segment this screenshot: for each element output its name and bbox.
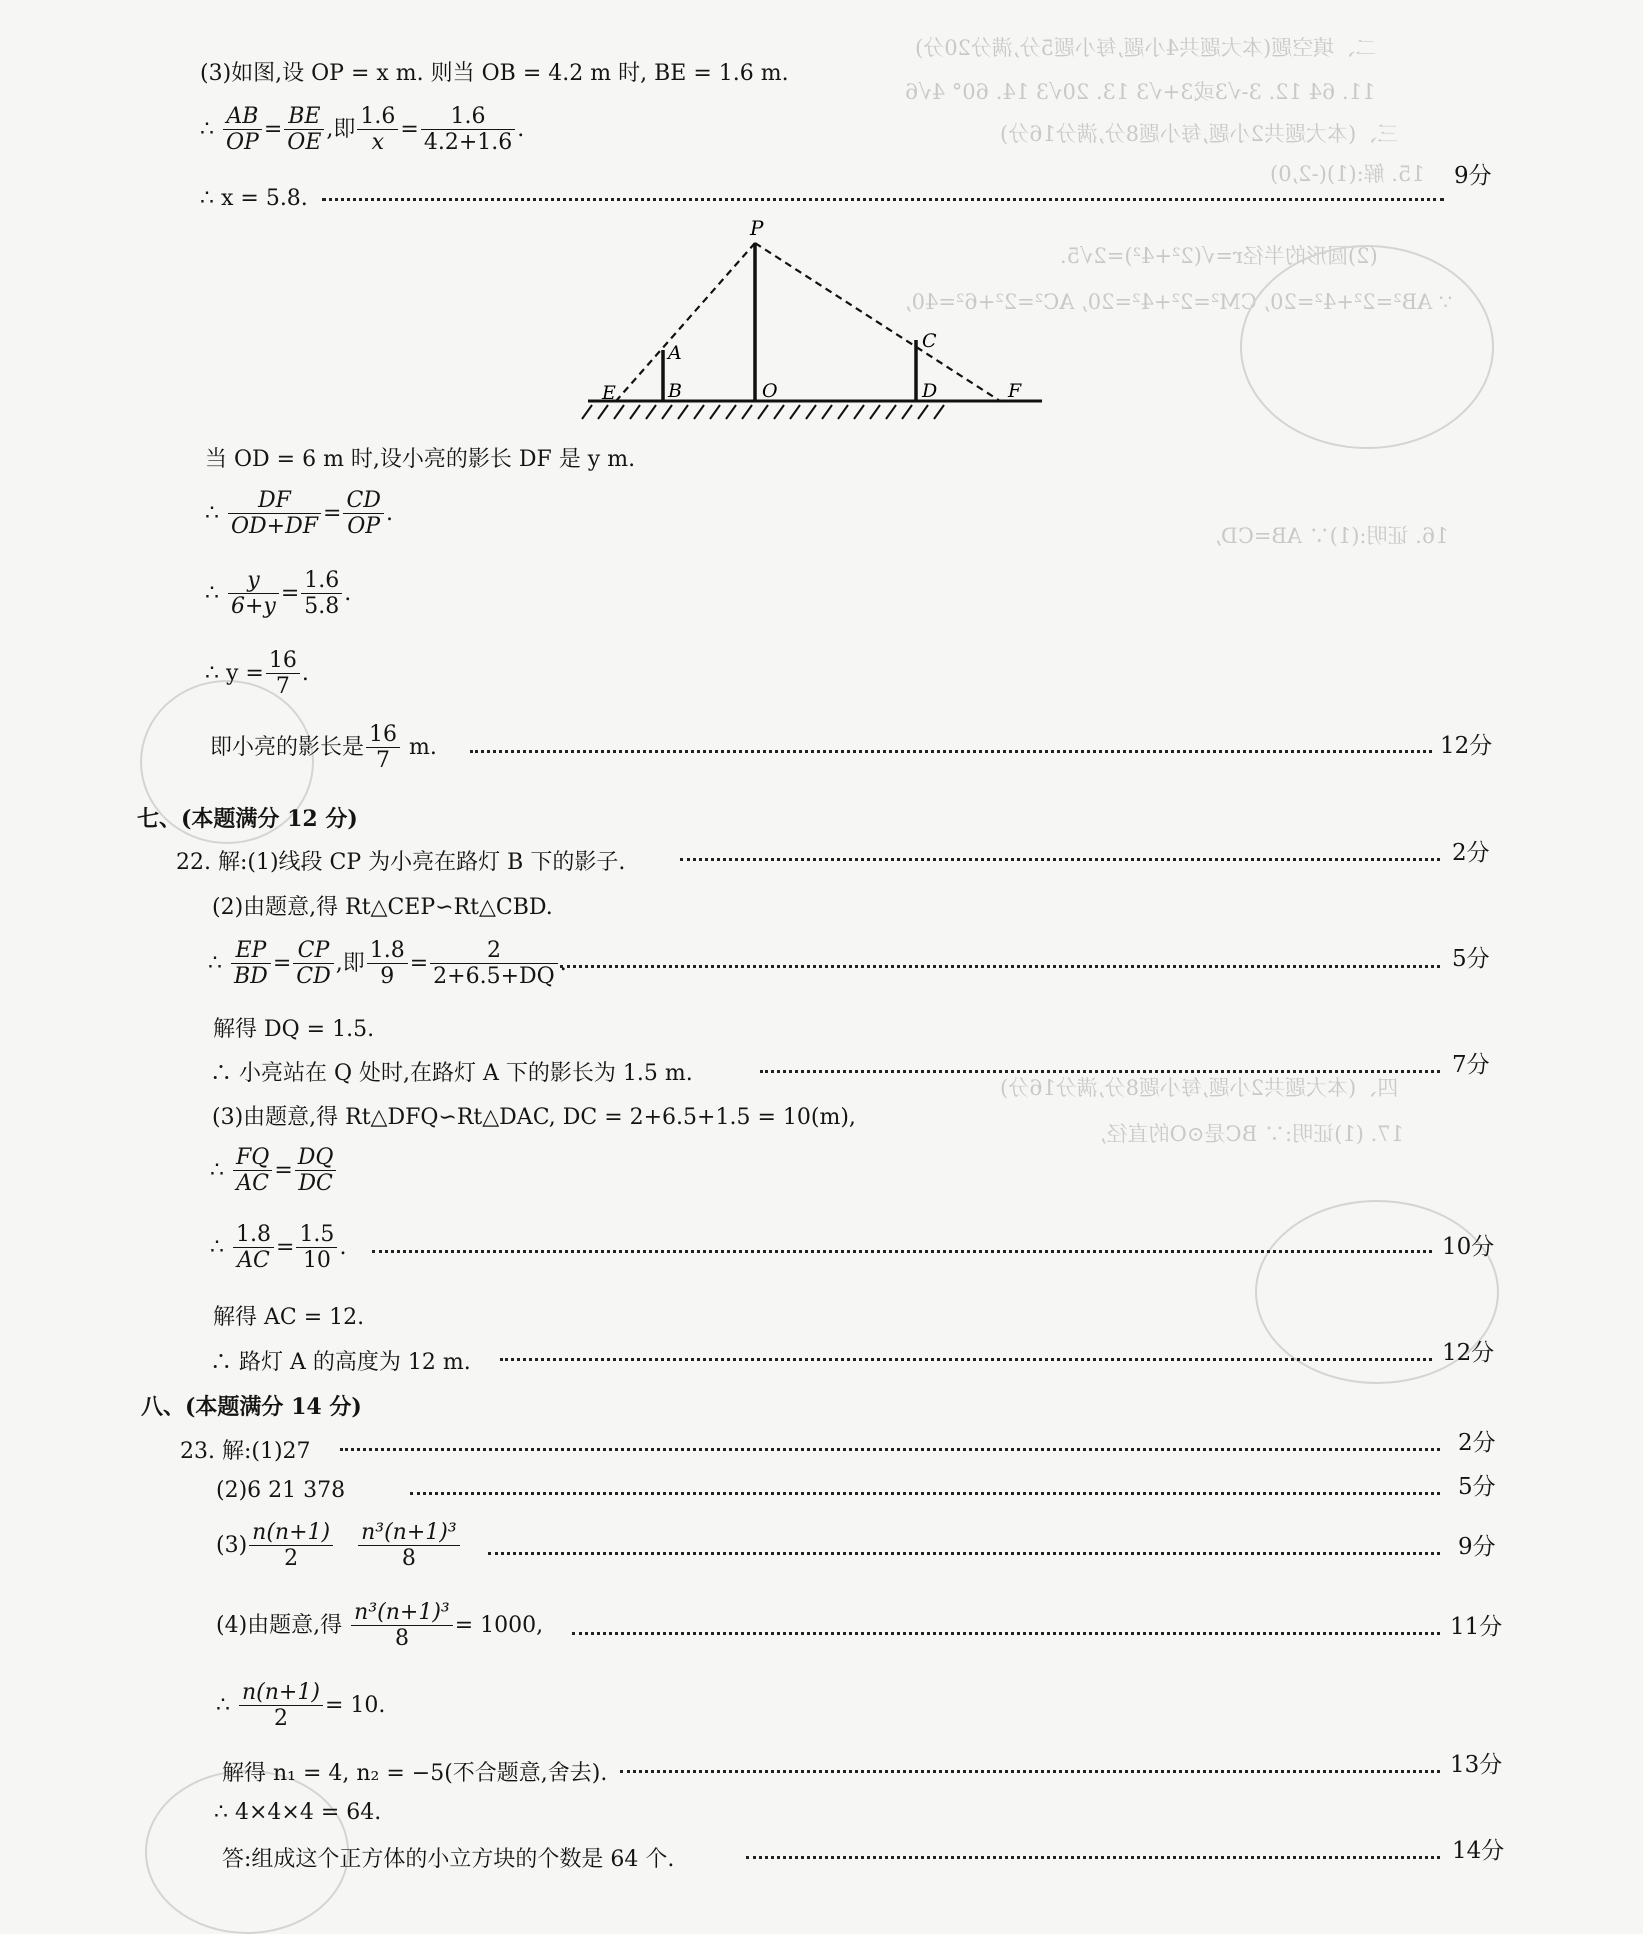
score-mark: 13分 [1450,1752,1503,1778]
shadow-diagram [580,215,1050,425]
label-C: C [922,330,937,352]
ghost-text: 二、填空题(本大题共4小题,每小题5分,满分20分) [915,36,1377,60]
frac-den: 8 [394,1626,409,1652]
frac-num: BE [284,104,324,130]
frac-num: CP [293,938,333,964]
label-B: B [668,380,682,402]
period: . [517,116,525,142]
dot-leader [322,198,1444,201]
score-mark: 12分 [1442,1340,1495,1366]
frac-den: BD [234,964,268,990]
equals: = [263,116,283,142]
ghost-text: 15. 解:(1)(-2,0) [1270,162,1425,186]
frac-num: EP [231,938,271,964]
period: . [301,660,309,686]
score-mark: 10分 [1442,1234,1495,1260]
therefore-symbol: ∴ [200,116,214,142]
score-mark: 7分 [1452,1052,1490,1078]
frac-den: DC [298,1171,333,1197]
frac-num: AB [223,104,262,130]
therefore-symbol: ∴ [205,580,219,606]
q23-line-6: 解得 n₁ = 4, n₂ = −5(不合题意,舍去). [222,1761,608,1786]
frac-den: 9 [380,964,395,990]
dot-leader [470,750,1432,753]
frac-den: 4.2+1.6 [423,130,513,156]
frac-den: 5.8 [304,594,340,620]
therefore-symbol: ∴ [208,950,222,976]
score-mark: 2分 [1452,840,1490,866]
frac-num: 16 [266,648,300,674]
frac-num: 1.6 [301,568,342,594]
label-E: E [602,382,616,404]
q22-line-3 [208,938,567,990]
frac-num: 1.5 [296,1222,337,1248]
frac-den: 8 [401,1546,416,1572]
ghost-text: 11. 64 12. 3-√3或3+√3 13. 20√3 14. 60° 4√6 [905,80,1376,104]
q22-line-6: (3)由题意,得 Rt△DFQ∽Rt△DAC, DC = 2+6.5+1.5 = 10(m), [212,1105,856,1130]
score-mark: 9分 [1454,163,1492,189]
frac-den: 2 [273,1706,288,1732]
q21-line-3: ∴ x = 5.8. [200,186,308,211]
frac-den: OP [226,130,259,156]
text: = 10. [324,1692,386,1718]
dot-leader [340,1448,1440,1451]
label-D: D [922,380,938,402]
dot-leader [746,1856,1440,1859]
ghost-text: ∵ AB²=2²+4²=20, CM²=2²+4²=20, AC²=2²+6²=40, [905,290,1453,314]
q22-line-4: 解得 DQ = 1.5. [213,1017,375,1042]
q22-line-10: ∴ 路灯 A 的高度为 12 m. [210,1350,471,1375]
q22-line-5: ∴ 小亮站在 Q 处时,在路灯 A 下的影长为 1.5 m. [210,1061,693,1086]
frac-num: DQ [295,1145,337,1171]
score-mark: 5分 [1458,1474,1496,1500]
ghost-text: (2)圆形的半径r=√(2²+4²)=2√5. [1060,244,1378,268]
q21-line-5 [205,488,393,540]
dot-leader [488,1552,1440,1555]
q23-answer: 答:组成这个正方体的小立方块的个数是 64 个. [222,1847,675,1872]
frac-den: OP [347,514,381,540]
q22-line-1: 22. 解:(1)线段 CP 为小亮在路灯 B 下的影子. [176,850,626,875]
equals: = [280,580,300,606]
section-8-heading: 八、(本题满分 14 分) [141,1394,362,1420]
q23-line-2: (2)6 21 378 [216,1478,346,1503]
ghost-text: 四、(本大题共2小题,每小题8分,满分16分) [1000,1076,1399,1100]
frac-num: 1.6 [421,104,515,130]
period: . [385,500,393,526]
frac-den: 10 [302,1248,331,1274]
q21-line-8 [210,722,437,774]
ray-PE [616,243,755,401]
dot-leader [410,1492,1440,1495]
frac-den: 7 [275,674,290,700]
equals: = [323,500,342,526]
period: . [344,580,352,606]
therefore-symbol: ∴ [205,500,219,526]
frac-num: 1.6 [357,104,398,130]
frac-num: CD [343,488,383,514]
frac-num: DF [228,488,321,514]
ghost-text: 16. 证明:(1)∵ AB=CD, [1215,524,1449,548]
therefore-symbol: ∴ [210,1157,224,1183]
section-7-heading: 七、(本题满分 12 分) [137,806,358,832]
frac-num: 1.8 [367,938,408,964]
ghost-text: 17. (1)证明:∵ BC是⊙O的直径, [1100,1122,1404,1146]
frac-num: FQ [233,1145,272,1171]
frac-num: 2 [430,938,558,964]
ray-PF [755,243,1000,401]
q23-line-5 [216,1680,385,1732]
dot-leader [500,1358,1432,1361]
frac-den: AC [236,1171,270,1197]
frac-den: OE [287,130,322,156]
score-mark: 5分 [1452,946,1490,972]
text: (4)由题意,得 [216,1612,343,1638]
dot-leader [572,1632,1440,1635]
therefore-symbol: ∴ [216,1692,230,1718]
frac-den: 7 [376,748,391,774]
equals: = [272,950,292,976]
q21-line-2 [200,104,524,156]
therefore-symbol: ∴ [210,1234,224,1260]
score-mark: 2分 [1458,1430,1496,1456]
q23-line-7: ∴ 4×4×4 = 64. [214,1800,382,1825]
text-ji: ,即 [335,950,365,976]
score-mark: 12分 [1440,733,1493,759]
q22-line-2: (2)由题意,得 Rt△CEP∽Rt△CBD. [212,895,553,920]
score-mark: 14分 [1452,1838,1505,1864]
dot-leader [372,1250,1432,1253]
frac-num: n³(n+1)³ [351,1600,453,1626]
frac-den: 2+6.5+DQ [433,964,555,990]
text: = 1000, [454,1612,544,1638]
dot-leader [760,1070,1440,1073]
dot-leader [620,1770,1440,1773]
frac-den: 2 [284,1546,299,1572]
q21-line-1: (3)如图,设 OP = x m. 则当 OB = 4.2 m 时, BE = 1.6 m. [200,61,789,86]
ghost-text: 三、(本大题共2小题,每小题8分,满分16分) [1000,122,1399,146]
q23-line-3 [216,1520,462,1572]
text: (3) [216,1532,248,1558]
frac-num: n(n+1) [239,1680,323,1706]
frac-den: 6+y [231,594,276,620]
dot-leader [680,858,1440,861]
q22-line-8 [210,1222,346,1274]
frac-den: AC [237,1248,270,1274]
period: . [559,950,567,976]
period: . [339,1234,347,1260]
equals: = [409,950,429,976]
text: m. [409,734,437,760]
frac-den: OD+DF [231,514,319,540]
text: ∴ y = [205,660,264,686]
label-P: P [750,216,764,240]
equals: = [274,1157,293,1183]
q23-line-4 [216,1600,543,1652]
q21-line-4: 当 OD = 6 m 时,设小亮的影长 DF 是 y m. [205,447,636,472]
equals: = [400,116,419,142]
frac-num: 16 [366,722,400,748]
score-mark: 11分 [1450,1614,1503,1640]
frac-num: n³(n+1)³ [358,1520,460,1546]
label-F: F [1008,380,1022,402]
q21-line-7 [205,648,309,700]
frac-den: CD [296,964,331,990]
text-ji: ,即 [326,116,356,142]
frac-num: y [228,568,279,594]
text: 即小亮的影长是 [210,734,365,760]
label-A: A [668,342,682,364]
q21-line-6 [205,568,351,620]
frac-num: n(n+1) [249,1520,333,1546]
equals: = [276,1234,295,1260]
label-O: O [762,380,778,402]
q22-line-7 [210,1145,338,1197]
frac-den: x [371,130,385,156]
ground-hatching [582,405,944,419]
dot-leader [560,965,1440,968]
q22-line-9: 解得 AC = 12. [213,1305,365,1330]
ghost-circle [1240,245,1494,449]
q23-line-1: 23. 解:(1)27 [180,1439,311,1464]
score-mark: 9分 [1458,1534,1496,1560]
frac-num: 1.8 [233,1222,274,1248]
